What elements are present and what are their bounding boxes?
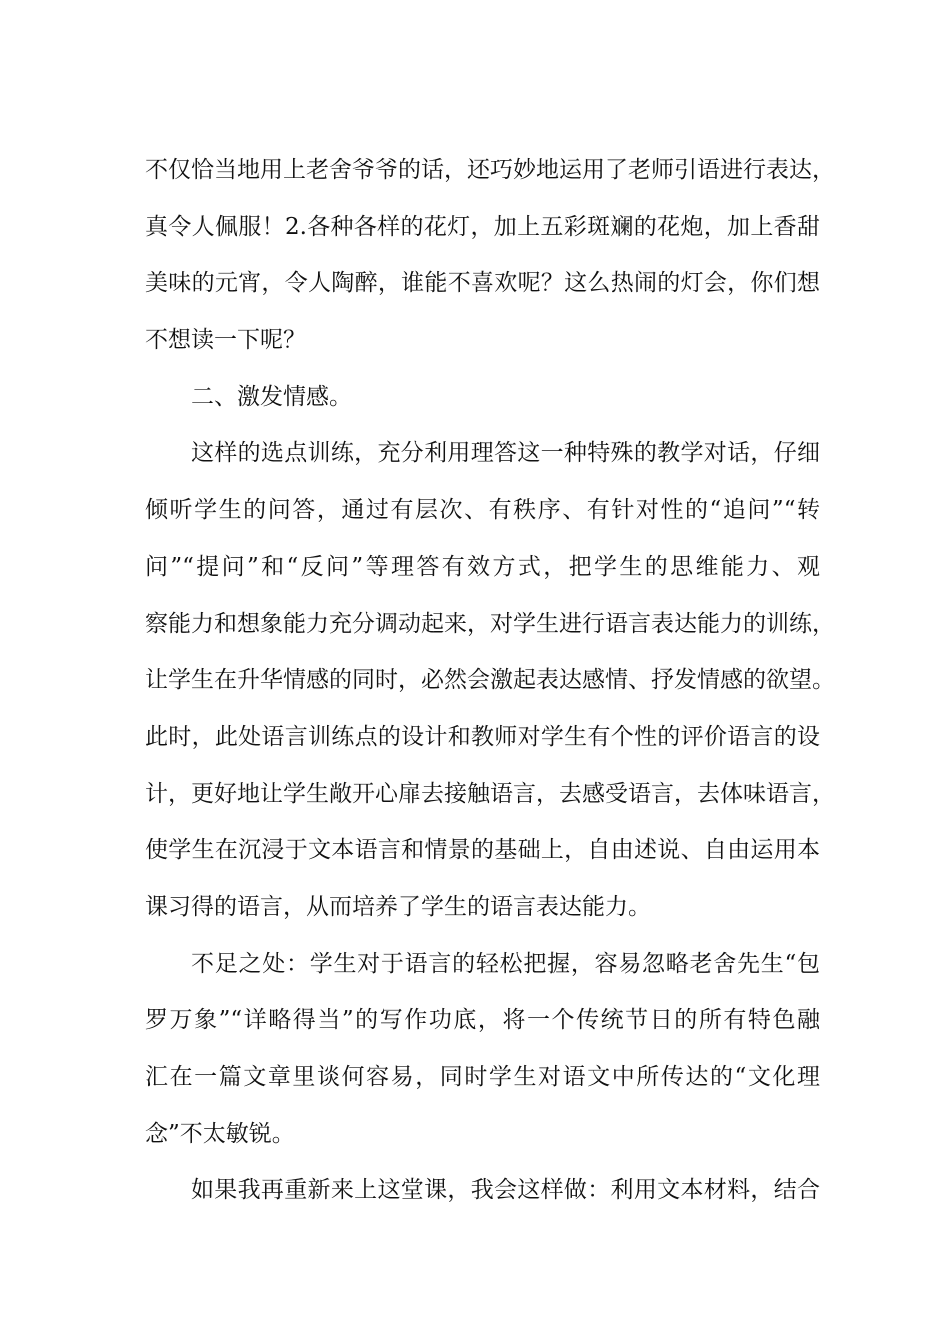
paragraph-line: 不仅恰当地用上老舍爷爷的话，还巧妙地运用了老师引语进行表达， [145, 157, 835, 183]
paragraph-analysis [145, 425, 835, 935]
paragraph-line: 计，更好地让学生敞开心扉去接触语言，去感受语言，去体味语言， [145, 780, 835, 807]
paragraph-line: 不足之处：学生对于语言的轻松把握，容易忽略老舍先生“包 [191, 950, 820, 977]
paragraph-line: 真令人佩服！2.各种各样的花灯，加上五彩斑斓的花炮，加上香甜 [145, 213, 820, 240]
paragraph-continuation [145, 142, 835, 369]
paragraph-shortcomings [145, 936, 820, 1163]
paragraph-line: 问”“提问”和“反问”等理答有效方式，把学生的思维能力、观 [145, 553, 820, 580]
paragraph-improvement [145, 1162, 820, 1219]
paragraph-line: 罗万象”“详略得当”的写作功底，将一个传统节日的所有特色融 [145, 1007, 820, 1034]
paragraph-line: 此时，此处语言训练点的设计和教师对学生有个性的评价语言的设 [145, 723, 820, 750]
paragraph-line: 这样的选点训练，充分利用理答这一种特殊的教学对话，仔细 [191, 440, 820, 467]
document-body [145, 142, 835, 1219]
paragraph-line: 如果我再重新来上这堂课，我会这样做：利用文本材料，结合 [191, 1177, 820, 1204]
paragraph-line: 倾听学生的问答，通过有层次、有秩序、有针对性的“追问”“转 [145, 497, 820, 524]
paragraph-line: 让学生在升华情感的同时，必然会激起表达感情、抒发情感的欲望。 [145, 667, 835, 694]
section-heading [145, 369, 820, 426]
paragraph-line: 念”不太敏锐。 [145, 1120, 295, 1147]
paragraph-line: 使学生在沉浸于文本语言和情景的基础上，自由述说、自由运用本 [145, 837, 820, 864]
paragraph-line: 不想读一下呢？ [145, 327, 306, 354]
paragraph-line: 课习得的语言，从而培养了学生的语言表达能力。 [145, 893, 651, 920]
paragraph-line: 汇在一篇文章里谈何容易，同时学生对语文中所传达的“文化理 [145, 1064, 820, 1090]
paragraph-line: 美味的元宵，令人陶醉，谁能不喜欢呢？这么热闹的灯会，你们想 [145, 270, 820, 297]
paragraph-line: 察能力和想象能力充分调动起来，对学生进行语言表达能力的训练， [145, 610, 835, 637]
paragraph-line: 二、激发情感。 [191, 383, 352, 410]
